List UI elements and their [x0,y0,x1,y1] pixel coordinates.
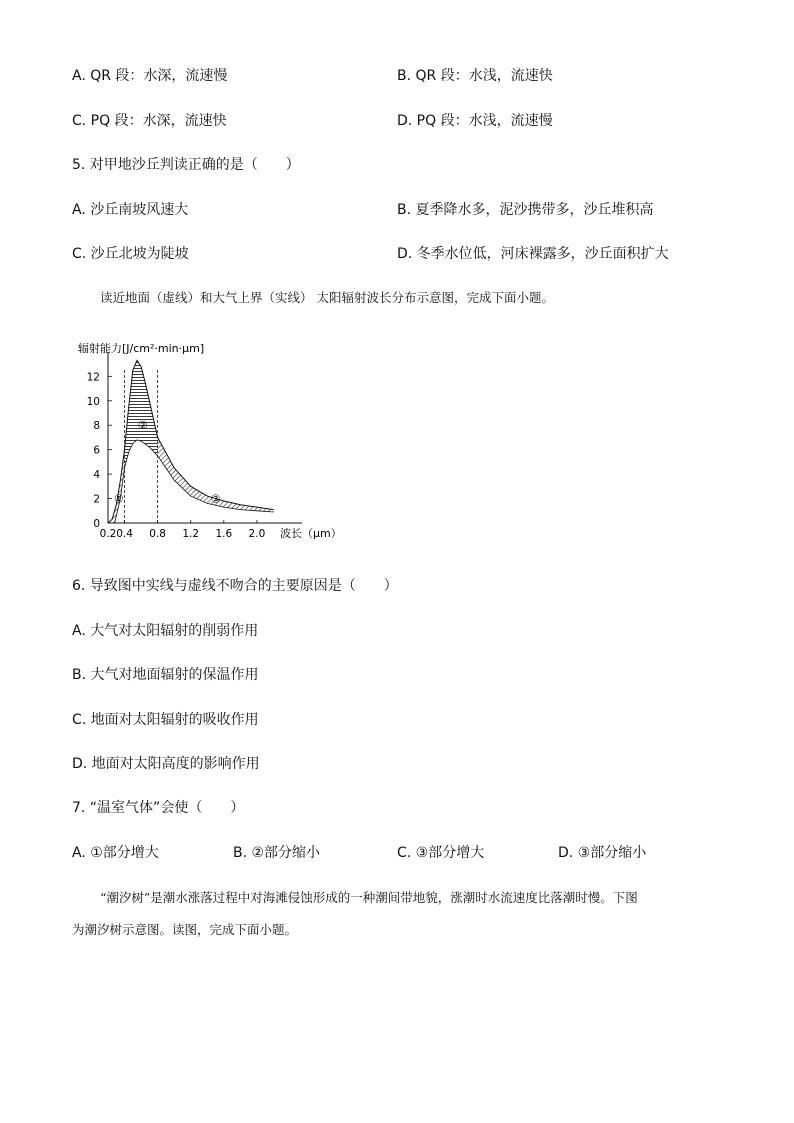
intro-text-1: 读近地面（虚线）和大气上界（实线） 太阳辐射波长分布示意图，完成下面小题。 [100,290,554,305]
intro-text-2-line-1: “潮汐树”是潮水涨落过程中对海滩侵蚀形成的一种潮间带地貌，涨潮时水流速度比落潮时慢。下图 [100,890,638,905]
y-tick-label: 2 [93,493,100,506]
region-label-1: ① [113,492,124,506]
y-tick-label: 10 [86,395,100,408]
q5-option-b: B. 夏季降水多，泥沙携带多，沙丘堆积高 [397,202,654,218]
x-tick-label: 2.0 [248,528,266,540]
q6-stem: 6. 导致图中实线与虚线不吻合的主要原因是（ ） [72,578,398,594]
y-tick-label: 0 [93,518,100,530]
q6-option-b: B. 大气对地面辐射的保温作用 [72,667,259,683]
y-axis-label: 辐射能力[J/cm²·min·μm] [78,342,205,355]
q7-option-a: A. ①部分增大 [72,845,159,861]
x-tick-label: 0.8 [149,528,166,540]
y-tick-label: 6 [93,444,100,457]
q5-stem: 5. 对甲地沙丘判读正确的是（ ） [72,157,300,173]
region-label-3: ③ [210,492,221,506]
q6-option-d: D. 地面对太阳高度的影响作用 [72,756,260,772]
x-tick-label: 0.2 [99,528,117,540]
x-axis-label: 波长（μm） [280,527,342,540]
q4-option-b: B. QR 段：水浅，流速快 [397,68,553,84]
y-tick-label: 12 [86,371,100,384]
y-tick-label: 8 [93,420,100,433]
x-tick-label: 1.2 [182,528,200,540]
q7-option-d: D. ③部分缩小 [558,845,647,861]
radiation-wavelength-figure [70,338,360,544]
near-ground-line [115,440,274,523]
q6-option-a: A. 大气对太阳辐射的削弱作用 [72,623,259,639]
q4-option-a: A. QR 段：水深，流速慢 [72,68,228,84]
intro-text-2-line-2: 为潮汐树示意图。读图，完成下面小题。 [72,922,298,937]
q7-option-b: B. ②部分缩小 [233,845,321,861]
x-tick-label: 1.6 [215,528,233,540]
q6-option-c: C. 地面对太阳辐射的吸收作用 [72,712,259,728]
q7-stem: 7. “温室气体”会使（ ） [72,800,245,816]
x-tick-label: 0.4 [116,528,133,540]
q5-option-d: D. 冬季水位低，河床裸露多，沙丘面积扩大 [397,246,669,262]
q4-option-c: C. PQ 段：水深，流速快 [72,113,227,129]
q5-option-c: C. 沙丘北坡为陡坡 [72,246,189,262]
q7-option-c: C. ③部分增大 [397,845,485,861]
y-tick-label: 4 [93,469,100,482]
region-label-2: ② [137,419,148,433]
q4-option-d: D. PQ 段：水浅，流速慢 [397,113,553,129]
q5-option-a: A. 沙丘南坡风速大 [72,202,189,218]
